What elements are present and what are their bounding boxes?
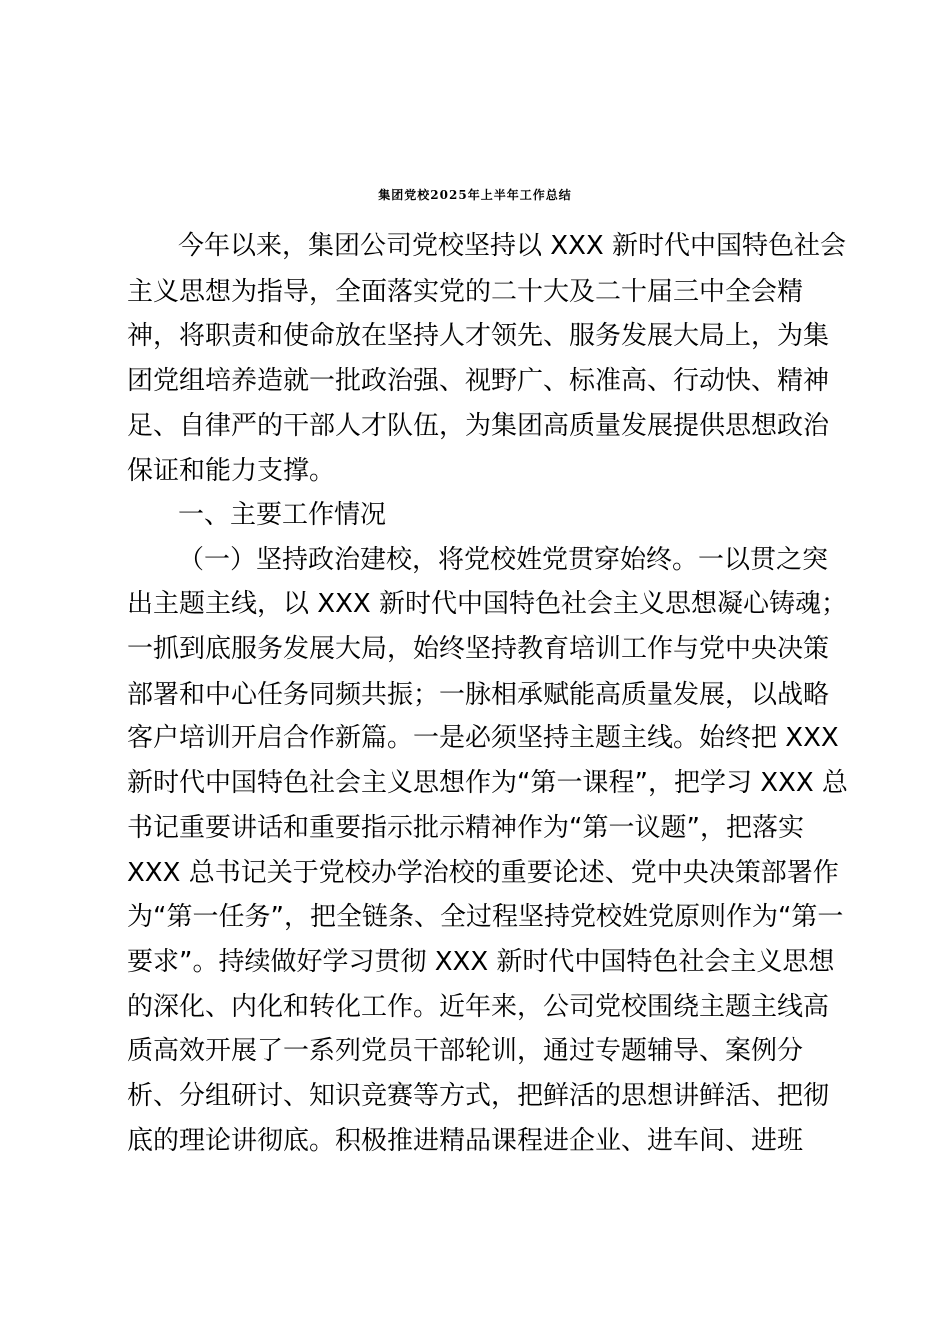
paragraph-line: 为“第一任务”，把全链条、全过程坚持党校姓党原则作为“第一 [127, 902, 844, 932]
paragraph-line: 质高效开展了一系列党员干部轮训，通过专题辅导、案例分 [127, 1036, 804, 1066]
section-heading: 一、主要工作情况 [178, 500, 387, 530]
paragraph-line: 保证和能力支撑。 [127, 456, 336, 486]
paragraph-line: 主义思想为指导，全面落实党的二十大及二十届三中全会精 [127, 277, 804, 307]
paragraph-line: 要求”。持续做好学习贯彻 XXX 新时代中国特色社会主义思想 [127, 947, 835, 977]
paragraph-line: 析、分组研讨、知识竞赛等方式，把鲜活的思想讲鲜活、把彻 [127, 1081, 830, 1111]
paragraph-line: 神，将职责和使命放在坚持人才领先、服务发展大局上，为集 [127, 321, 830, 351]
document-title: 集团党校2025年上半年工作总结 [378, 188, 572, 202]
paragraph-line: XXX 总书记关于党校办学治校的重要论述、党中央决策部署作 [127, 858, 839, 888]
paragraph-line: 客户培训开启合作新篇。一是必须坚持主题主线。始终把 XXX [127, 723, 839, 753]
paragraph-line: 足、自律严的干部人才队伍，为集团高质量发展提供思想政治 [127, 411, 830, 441]
paragraph-line: 书记重要讲话和重要指示批示精神作为“第一议题”，把落实 [127, 813, 804, 843]
paragraph-line: 底的理论讲彻底。积极推进精品课程进企业、进车间、进班 [127, 1126, 804, 1156]
paragraph-line: （一）坚持政治建校，将党校姓党贯穿始终。一以贯之突 [178, 545, 829, 575]
paragraph-line: 新时代中国特色社会主义思想作为“第一课程”，把学习 XXX 总 [127, 768, 848, 798]
paragraph-line: 团党组培养造就一批政治强、视野广、标准高、行动快、精神 [127, 366, 830, 396]
paragraph-line: 部署和中心任务同频共振；一脉相承赋能高质量发展，以战略 [127, 680, 830, 710]
paragraph-line: 今年以来，集团公司党校坚持以 XXX 新时代中国特色社会 [178, 231, 846, 261]
paragraph-line: 出主题主线，以 XXX 新时代中国特色社会主义思想凝心铸魂； [127, 589, 847, 619]
paragraph-line: 的深化、内化和转化工作。近年来，公司党校围绕主题主线高 [127, 992, 830, 1022]
paragraph-line: 一抓到底服务发展大局，始终坚持教育培训工作与党中央决策 [127, 634, 830, 664]
